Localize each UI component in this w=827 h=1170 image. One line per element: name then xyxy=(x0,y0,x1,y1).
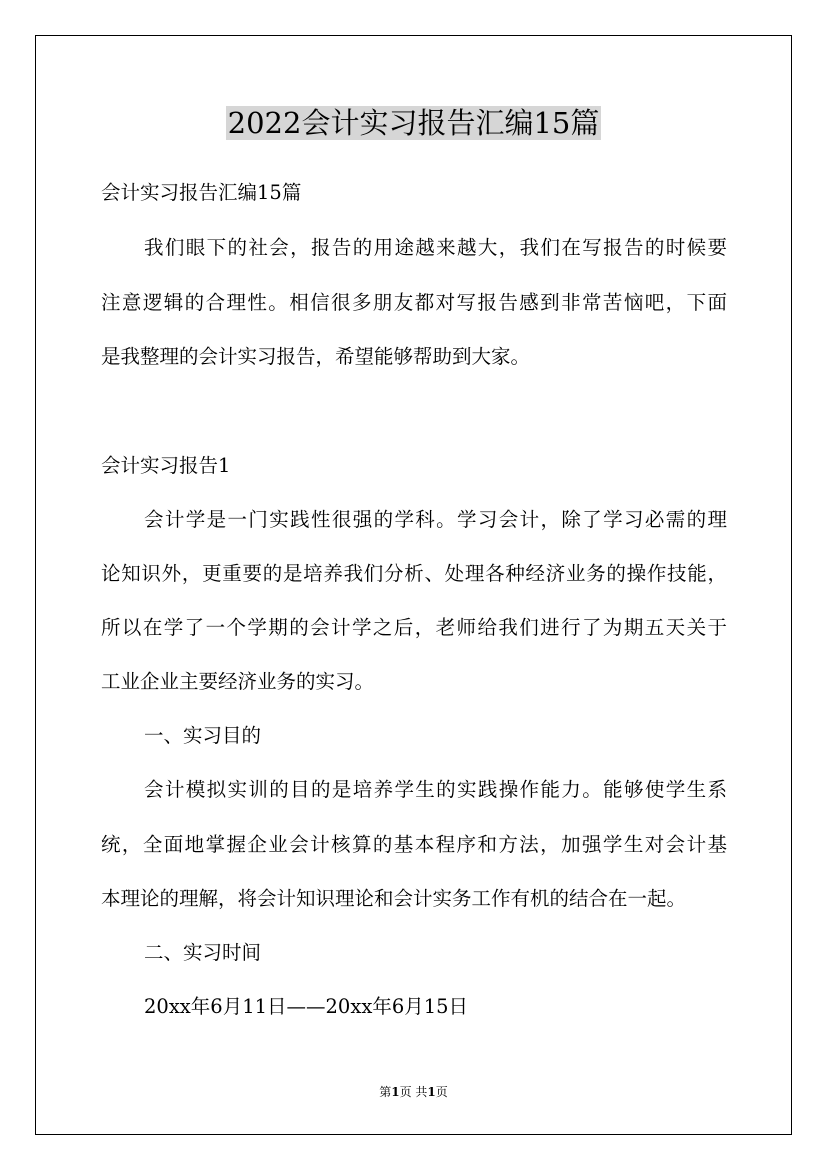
section1-para-line-3: 本理论的理解，将会计知识理论和会计实务工作有机的结合在一起。 xyxy=(101,887,687,910)
report1-para-line-4: 工业企业主要经济业务的实习。 xyxy=(101,670,375,693)
report1-heading: 会计实习报告1 xyxy=(101,454,231,477)
document-title-text: 2022会计实习报告汇编15篇 xyxy=(227,106,600,140)
document-title xyxy=(0,104,827,142)
section1-heading: 一、实习目的 xyxy=(144,724,262,747)
section1-para-line-1: 会计模拟实训的目的是培养学生的实践操作能力。能够使学生系 xyxy=(144,778,727,801)
report1-para-line-3: 所以在学了一个学期的会计学之后，老师给我们进行了为期五天关于 xyxy=(101,616,727,639)
footer-mid: 页 共 xyxy=(399,1085,428,1099)
intro-line-3: 是我整理的会计实习报告，希望能够帮助到大家。 xyxy=(101,345,531,368)
footer-prefix: 第 xyxy=(379,1085,392,1099)
section2-dates: 20xx年6月11日——20xx年6月15日 xyxy=(144,995,469,1018)
footer-page-total: 1 xyxy=(427,1085,436,1099)
report1-para-line-2: 论知识外，更重要的是培养我们分析、处理各种经济业务的操作技能， xyxy=(101,562,727,585)
footer-suffix: 页 xyxy=(435,1085,448,1099)
intro-line-2: 注意逻辑的合理性。相信很多朋友都对写报告感到非常苦恼吧，下面 xyxy=(101,291,727,314)
report1-para-line-1: 会计学是一门实践性很强的学科。学习会计，除了学习必需的理 xyxy=(144,508,727,531)
document-subtitle: 会计实习报告汇编15篇 xyxy=(101,181,302,204)
intro-line-1: 我们眼下的社会，报告的用途越来越大，我们在写报告的时候要 xyxy=(144,236,727,259)
section2-heading: 二、实习时间 xyxy=(144,941,262,964)
footer-page-current: 1 xyxy=(391,1085,400,1099)
page-footer xyxy=(0,1084,827,1100)
section1-para-line-2: 统，全面地掌握企业会计核算的基本程序和方法，加强学生对会计基 xyxy=(101,833,727,856)
